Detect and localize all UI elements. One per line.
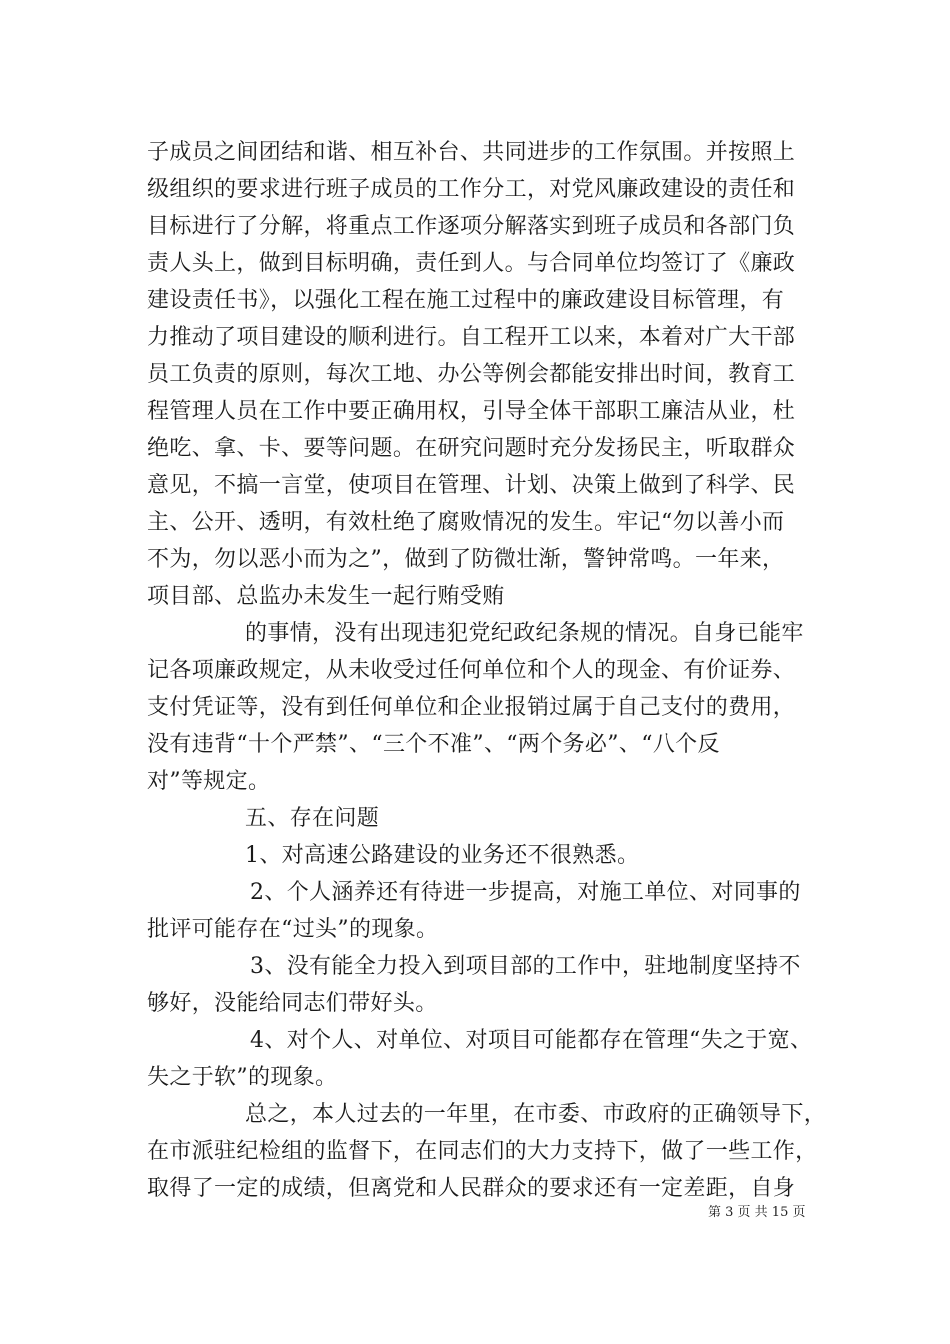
- text-line: 员工负责的原则，每次工地、办公等例会都能安排出时间，教育工: [147, 362, 796, 387]
- text-line: 对”等规定。: [147, 769, 271, 794]
- text-line: 责人头上，做到目标明确，责任到人。与合同单位均签订了《廉政: [147, 251, 796, 276]
- text-line: 记各项廉政规定，从未收受过任何单位和个人的现金、有价证券、: [147, 658, 796, 683]
- text-line: 支付凭证等，没有到任何单位和企业报销过属于自己支付的费用，: [147, 695, 796, 720]
- section-heading: 五、存在问题: [245, 806, 380, 831]
- text-line: 的事情，没有出现违犯党纪政纪条规的情况。自身已能牢: [245, 621, 804, 646]
- text-line: 级组织的要求进行班子成员的工作分工，对党风廉政建设的责任和: [147, 177, 796, 202]
- page-number: 第 3 页 共 15 页: [708, 1205, 806, 1220]
- text-line: 取得了一定的成绩，但离党和人民群众的要求还有一定差距，自身: [147, 1176, 796, 1201]
- text-line: 批评可能存在“过头”的现象。: [147, 917, 439, 942]
- list-item: 4、对个人、对单位、对项目可能都存在管理“失之于宽、: [250, 1028, 813, 1053]
- text-line: 目标进行了分解，将重点工作逐项分解落实到班子成员和各部门负: [147, 214, 796, 239]
- list-item: 1、对高速公路建设的业务还不很熟悉。: [245, 843, 640, 868]
- text-line: 够好，没能给同志们带好头。: [147, 991, 438, 1016]
- text-line: 绝吃、拿、卡、要等问题。在研究问题时充分发扬民主，听取群众: [147, 436, 796, 461]
- text-line: 力推动了项目建设的顺利进行。自工程开工以来，本着对广大干部: [147, 325, 796, 350]
- text-line: 程管理人员在工作中要正确用权，引导全体干部职工廉洁从业，杜: [147, 399, 796, 424]
- list-item: 3、没有能全力投入到项目部的工作中，驻地制度坚持不: [250, 954, 801, 979]
- list-item: 2、个人涵养还有待进一步提高，对施工单位、对同事的: [250, 880, 801, 905]
- text-line: 在市派驻纪检组的监督下，在同志们的大力支持下，做了一些工作，: [147, 1139, 818, 1164]
- text-line: 失之于软”的现象。: [147, 1065, 338, 1090]
- text-line: 意见，不搞一言堂，使项目在管理、计划、决策上做到了科学、民: [147, 473, 796, 498]
- text-line: 不为，勿以恶小而为之”，做到了防微壮渐，警钟常鸣。一年来，: [147, 547, 785, 572]
- text-line: 总之，本人过去的一年里，在市委、市政府的正确领导下，: [245, 1102, 827, 1127]
- text-line: 主、公开、透明，有效杜绝了腐败情况的发生。牢记“勿以善小而: [147, 510, 785, 535]
- text-line: 子成员之间团结和谐、相互补台、共同进步的工作氛围。并按照上: [147, 140, 796, 165]
- text-line: 没有违背“十个严禁”、“三个不准”、“两个务必”、“八个反: [147, 732, 720, 757]
- text-line: 建设责任书》，以强化工程在施工过程中的廉政建设目标管理，有: [147, 288, 785, 313]
- text-line: 项目部、总监办未发生一起行贿受贿: [147, 584, 505, 609]
